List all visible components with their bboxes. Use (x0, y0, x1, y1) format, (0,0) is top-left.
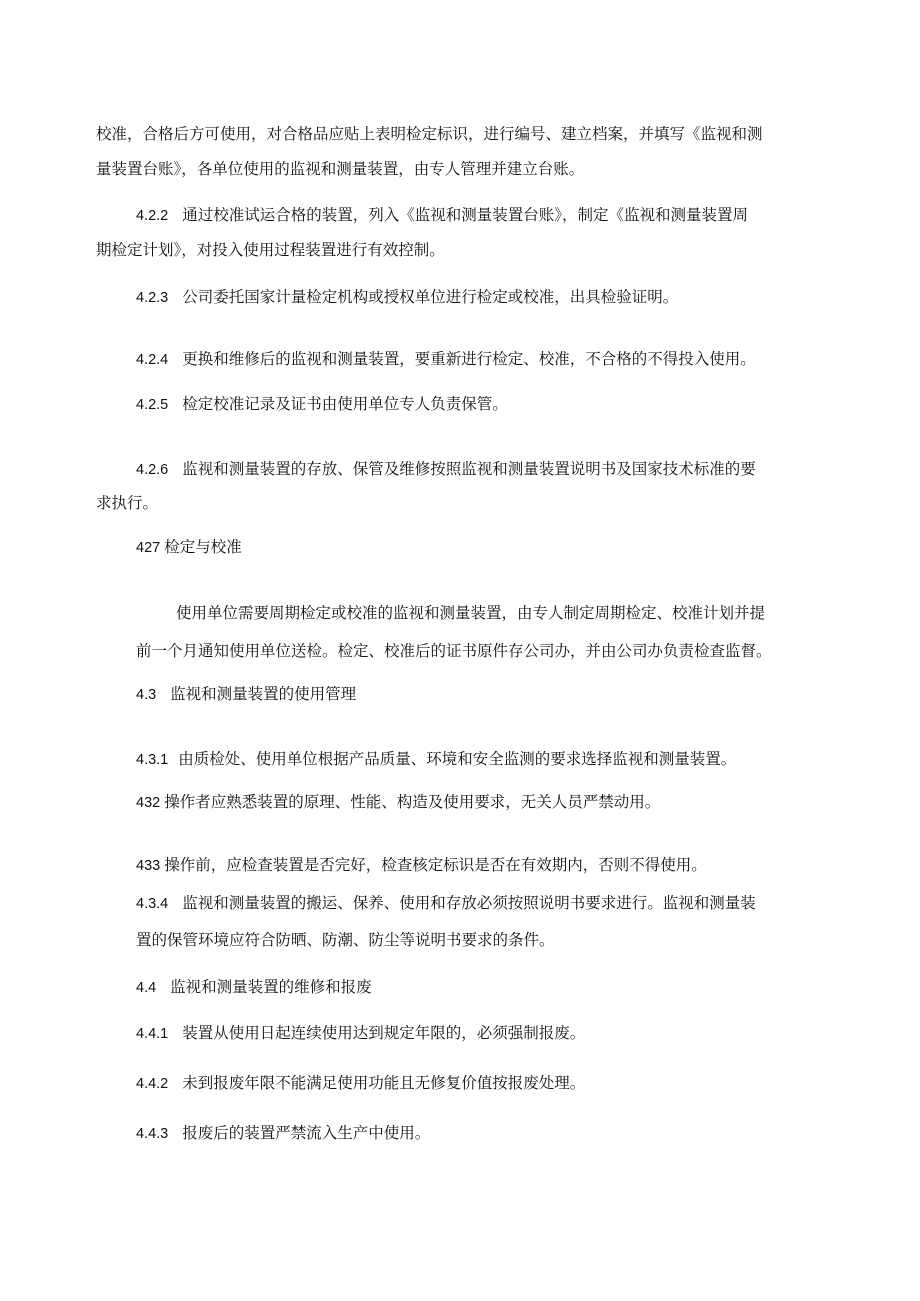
paragraph-line: 未到报废年限不能满足使用功能且无修复价值按报废处理。 (182, 1074, 586, 1092)
paragraph-4-2-6 (136, 452, 836, 488)
paragraph-line: 由质检处、使用单位根据产品质量、环境和安全监测的要求选择监视和测量装置。 (178, 750, 737, 768)
section-number: 433 (136, 858, 161, 874)
section-heading-427 (136, 530, 836, 566)
paragraph-line: 前一个月通知使用单位送检。检定、校准后的证书原件存公司办，并由公司办负责检查监督。 (136, 642, 772, 660)
paragraph-line: 装置从使用日起连续使用达到规定年限的，必须强制报废。 (182, 1024, 586, 1042)
paragraph-427-body (176, 596, 836, 631)
paragraph-line: 操作前，应检查装置是否完好，检查核定标识是否在有效期内，否则不得使用。 (164, 856, 707, 874)
paragraph-line: 报废后的装置严禁流入生产中使用。 (182, 1124, 431, 1142)
paragraph-4-4-2 (136, 1066, 836, 1102)
paragraph-433 (136, 848, 836, 884)
paragraph-line: 公司委托国家计量检定机构或授权单位进行检定或校准，出具检验证明。 (182, 288, 679, 306)
paragraph-4-3-4-cont (136, 923, 836, 958)
paragraph-line: 置的保管环境应符合防晒、防潮、防尘等说明书要求的条件。 (136, 931, 555, 949)
paragraph-4-3-4 (136, 886, 836, 922)
paragraph-4-3-1 (136, 742, 836, 778)
paragraph-continuation (96, 117, 836, 187)
paragraph-4-2-2 (136, 198, 836, 234)
section-heading-4-3 (136, 677, 836, 713)
section-number: 4.2.6 (136, 462, 169, 478)
paragraph-line: 更换和维修后的监视和测量装置，要重新进行检定、校准，不合格的不得投入使用。 (182, 350, 756, 368)
section-number: 4.2.5 (136, 397, 169, 413)
section-number: 4.3.4 (136, 896, 169, 912)
paragraph-line: 监视和测量装置的存放、保管及维修按照监视和测量装置说明书及国家技术标准的要 (182, 460, 756, 478)
section-number: 4.2.2 (136, 208, 169, 224)
paragraph-line: 期检定计划》，对投入使用过程装置进行有效控制。 (96, 241, 445, 259)
paragraph-4-4-3 (136, 1116, 836, 1152)
paragraph-4-2-6-cont (96, 486, 836, 521)
paragraph-4-2-5 (136, 387, 836, 423)
section-number: 4.2.3 (136, 290, 169, 306)
paragraph-4-2-4 (136, 342, 836, 378)
section-number: 427 (136, 540, 161, 556)
paragraph-4-2-2-cont (96, 233, 836, 268)
paragraph-line: 监视和测量装置的搬运、保养、使用和存放必须按照说明书要求进行。监视和测量装 (182, 894, 756, 912)
section-number: 4.3 (136, 687, 157, 703)
heading-text: 监视和测量装置的维修和报废 (170, 978, 372, 996)
section-number: 4.4.3 (136, 1126, 169, 1142)
paragraph-line: 校准，合格后方可使用，对合格品应贴上表明检定标识，进行编号、建立档案，并填写《监视和测 (96, 125, 763, 143)
heading-text: 监视和测量装置的使用管理 (170, 685, 357, 703)
paragraph-line: 通过校准试运合格的装置，列入《监视和测量装置台账》，制定《监视和测量装置周 (182, 206, 749, 224)
section-number: 4.3.1 (136, 752, 169, 768)
section-number: 4.4 (136, 980, 157, 996)
paragraph-432 (136, 785, 836, 821)
paragraph-4-4-1 (136, 1016, 836, 1052)
paragraph-427-body-cont (136, 634, 876, 669)
section-number: 4.4.1 (136, 1026, 169, 1042)
paragraph-line: 量装置台账》，各单位使用的监视和测量装置，由专人管理并建立台账。 (96, 160, 585, 178)
section-number: 4.4.2 (136, 1076, 169, 1092)
paragraph-line: 使用单位需要周期检定或校准的监视和测量装置，由专人制定周期检定、校准计划并提 (176, 604, 766, 622)
section-number: 4.2.4 (136, 352, 169, 368)
paragraph-line: 操作者应熟悉装置的原理、性能、构造及使用要求，无关人员严禁动用。 (164, 793, 661, 811)
paragraph-line: 检定校准记录及证书由使用单位专人负责保管。 (182, 395, 508, 413)
section-number: 432 (136, 795, 161, 811)
paragraph-line: 求执行。 (96, 494, 159, 512)
paragraph-4-2-3 (136, 280, 836, 316)
heading-text: 检定与校准 (164, 538, 242, 556)
section-heading-4-4 (136, 970, 836, 1006)
